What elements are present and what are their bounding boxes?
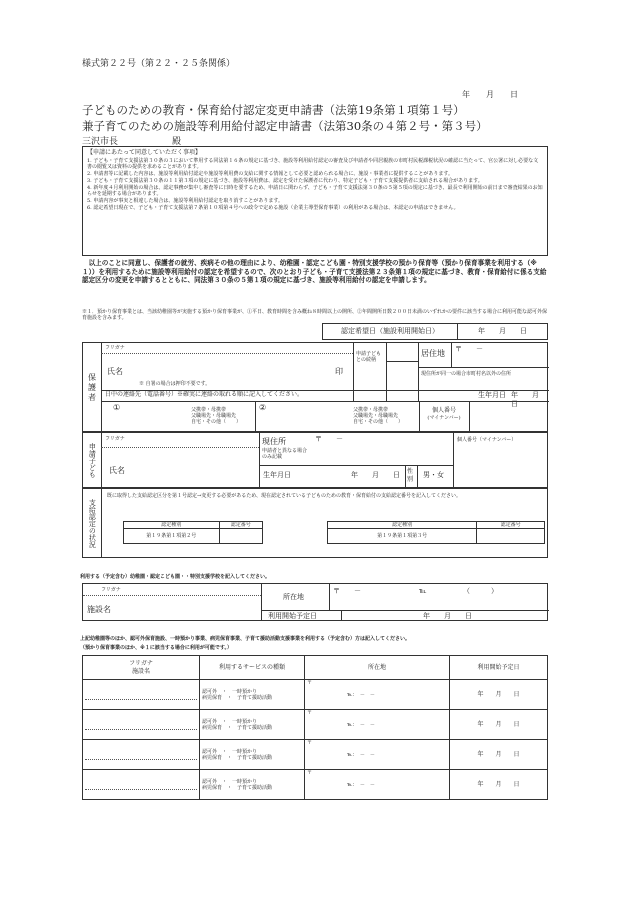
divider (386, 343, 387, 401)
gray-band (101, 507, 549, 519)
divider (453, 433, 454, 488)
postal-mark: 〒 (307, 740, 313, 746)
date-line: 年 月 日 (462, 90, 518, 99)
postal-mark: 〒 (307, 770, 313, 776)
divider (329, 584, 330, 610)
seal-note: ※ 自署の場合は押印不要です。 (139, 381, 211, 387)
divider (259, 465, 453, 466)
divider (418, 367, 549, 368)
notice-item: 6. 認定希望日現在で、子ども・子育て支援法第７条第１０項第４号への政令で定める施設（企業主導型保育事業）の利用がある場合は、本認定の申請はできません。 (87, 204, 459, 211)
child-current-address-label: 現住所 (262, 437, 286, 446)
guardian-name-field[interactable] (143, 357, 323, 377)
divider (417, 465, 418, 488)
table-row (83, 740, 548, 770)
cert-date-field[interactable]: 年 月 日 (458, 324, 548, 340)
col-facility-name: フリガナ 施設名 (83, 656, 200, 680)
facility-furigana-label: フリガナ (101, 587, 121, 593)
title-line-1: 子どものための教育・保育給付認定変更申請書（法第19条第１項第１号） (82, 103, 465, 117)
seal-mark: 印 (335, 367, 343, 376)
cert-status-label: 支給認定の状況 (83, 489, 102, 558)
contact-1-label: ① (113, 403, 121, 412)
child-name-label: 氏名 (109, 466, 125, 475)
service-address-field[interactable] (305, 740, 450, 770)
divider (101, 401, 549, 402)
col-cert-number: 認定番号 (219, 522, 262, 529)
service-address-field[interactable] (305, 680, 450, 710)
cert-table-1 (123, 521, 263, 544)
col-cert-number: 認定番号 (477, 522, 545, 529)
notice-item: 2. 申請書等に記載した内容は、施設等利用給付認定や施設等利用費の支給に関する情報として必要と認められる場合に、施設・事業者に提供することがあります。 (87, 170, 453, 177)
furigana-divider (83, 595, 261, 596)
mynumber-title: 個人番号 (431, 407, 456, 414)
col-cert-type: 認定種別 (124, 522, 220, 529)
col-service-type: 利用するサービスの種類 (200, 656, 305, 680)
service-start-field[interactable]: 年 月 日 (450, 710, 548, 740)
relation-label: 申請子どもとの続柄 (356, 351, 382, 363)
services-table (82, 655, 548, 800)
mynumber-sub: (マイナンバー) (427, 414, 461, 421)
tel-mark: ℡： － － (347, 752, 375, 758)
service-type-field[interactable]: 認可外 ・ 一時預かり 病児保育 ・ 子育て援助活動 (200, 710, 305, 740)
tel-mark: ℡： － － (347, 782, 375, 788)
child-birthdate-field[interactable]: 年 月 日 (351, 471, 400, 479)
consent-notice-box (82, 146, 548, 256)
service-start-field[interactable]: 年 月 日 (450, 740, 548, 770)
facility-start-field[interactable]: 年 月 日 (423, 612, 472, 620)
service-start-field[interactable]: 年 月 日 (450, 770, 548, 800)
col-address: 所在地 (305, 656, 450, 680)
facility-tel-label: ℡ (419, 587, 427, 595)
divider (418, 343, 419, 401)
addressee: 三沢市長 殿 (82, 137, 182, 147)
notice-item: 1. 子ども・子育て支援法第３０条の３において準用する同法第１６条の規定に基づき、施設等利用給付認定の審査及び申請者や同居親族の市町村民税課税状況の確認に当たって、官公署に対し必要な文書の閲覧又は資料の提供を求めることがあります。 (87, 157, 539, 170)
service-facility-field[interactable] (83, 740, 200, 770)
divider (419, 401, 420, 432)
table-row (83, 770, 548, 800)
cert-number-field[interactable] (477, 529, 545, 544)
consent-statement: 以上のことに同意し、保護者の就労、疾病その他の理由により、幼稚園・認定こども園・特別支援学校の預かり保育等（預かり保育事業を利用する（※１））を利用するために施設等利用給付の認定を希望するので、次のとおり子ども・子育て支援法第２３条第１項の規定に基づき、教育・保育給付に係る支給認定区分の変更を申請するとともに、同法第３０条の５第１項の規定に基づき、施設等利用給付の認定を申請します。 (82, 259, 547, 285)
service-type-field[interactable]: 認可外 ・ 一時預かり 病児保育 ・ 子育て援助活動 (200, 680, 305, 710)
service-type-field[interactable]: 認可外 ・ 一時預かり 病児保育 ・ 子育て援助活動 (200, 770, 305, 800)
guardian-section-label: 保護者 (83, 343, 102, 432)
cert-type-cell: 第１９条第１項第２号 (124, 529, 220, 544)
form-number: 様式第２２号（第２２・２５条関係） (82, 59, 236, 69)
mynumber-label (421, 407, 467, 421)
furigana-divider (101, 447, 259, 448)
guardian-birthdate-field[interactable]: 年 月 日 (511, 391, 553, 408)
child-postal[interactable]: 〒 － (315, 435, 343, 443)
services-heading: 上記幼稚園等のほか、認可外保育施設、一時預かり事業、病児保育事業、子育て援助活動支援事業を利用する（予定含む）方は記入してください。 (80, 636, 411, 642)
sex-label: 性別 (407, 468, 414, 483)
address-postal[interactable]: 〒 － (455, 345, 483, 353)
facility-table (82, 583, 548, 621)
divider (261, 610, 549, 611)
facility-heading: 利用する（予定含む）幼稚園・認定こども園・・特別支援学校を記入してください。 (80, 574, 271, 580)
child-section-label: 申請子ども (83, 433, 102, 488)
contact-1-type[interactable]: 父携帯・母携帯 父職場先・母職場先 自宅・その他（ ） (191, 407, 242, 425)
guardian-section (82, 342, 553, 432)
divider (255, 401, 256, 432)
footnote-1: ※１．預かり保育事業とは、当該幼稚園等が実施する預かり保育事業が、①平日、教育時間を含み概ね８時間以上の開所、②年間開所日数２００日未満のいずれかの要件に該当する場合に利用可能な認可外保育施設を含みます。 (82, 309, 548, 321)
contact-label: 日中の連絡先（電話番号）※確実に連絡の取れる順に記入してください。 (105, 391, 304, 398)
sex-field[interactable]: 男・女 (423, 471, 444, 479)
col-start-date: 利用開始予定日 (450, 656, 548, 680)
notice-items (87, 158, 543, 211)
child-furigana-label: フリガナ (105, 436, 125, 442)
facility-name-label: 施設名 (87, 605, 111, 614)
facility-start-label: 利用開始予定日 (268, 612, 317, 620)
cert-number-field[interactable] (219, 529, 262, 544)
service-facility-field[interactable] (83, 710, 200, 740)
divider (259, 433, 260, 488)
service-address-field[interactable] (305, 710, 450, 740)
notice-header: 【申請にあたって同意していただく事項】 (87, 149, 202, 156)
title-line-2: 兼子育てのための施設等利用給付認定申請書（法第30条の４第２号・第３号） (82, 119, 488, 133)
contact-2-label: ② (259, 403, 267, 412)
service-start-field[interactable]: 年 月 日 (450, 680, 548, 710)
facility-tel-field[interactable]: （ ） (463, 587, 498, 595)
guardian-birthdate-label: 生年月日 (478, 391, 506, 399)
cert-type-cell: 第１９条第１項第３号 (328, 529, 477, 544)
notice-item: 3. 子ども・子育て支援法第３０条の１１第３項の規定に基づき、施設等利用費は、認定を受けた保護者に代わり、特定子ども・子育て支援提供者に支給される場合があります。 (87, 177, 483, 184)
postal-mark: 〒 (307, 680, 313, 686)
child-birthdate-label: 生年月日 (263, 471, 291, 479)
cert-date-table (322, 323, 548, 340)
guardian-name-label: 氏名 (107, 367, 123, 376)
notice-item: 4. 新年度４月利用開始の場合は、認定事務が集中し審査等に日時を要するため、申請日に関わらず、子ども・子育て支援法第３０条の５第５項の規定に基づき、最長で利用開始の前日まで審査結果のお知らせを延期する場合があります。 (87, 184, 543, 197)
guardian-furigana-label: フリガナ (105, 345, 125, 351)
divider (386, 361, 418, 362)
cert-table-2 (327, 521, 545, 544)
child-mynumber-label: 個人番号（マイナンバー） (457, 437, 517, 443)
divider (353, 343, 354, 401)
table-row (83, 680, 548, 710)
postal-mark: 〒 (307, 710, 313, 716)
child-address-note: 申請者と異なる場合のみ記載 (262, 448, 308, 460)
tel-mark: ℡： － － (347, 722, 375, 728)
divider (341, 610, 342, 621)
divider (261, 584, 262, 621)
child-section (82, 432, 548, 488)
table-row (83, 710, 548, 740)
service-facility-field[interactable] (83, 680, 200, 710)
facility-location-label: 所在地 (283, 593, 304, 601)
tel-mark: ℡： － － (347, 692, 375, 698)
furigana-divider (101, 353, 353, 354)
address-label: 居住地 (421, 349, 445, 358)
cert-date-label: 認定希望日（施設利用開始日） (323, 324, 458, 340)
notice-item: 5. 申請内容が事実と相違した場合は、施設等利用給付認定を取り消すことがあります。 (87, 197, 283, 204)
other-address-label: 現住所が同一の場合市町村名以外の住所 (421, 371, 512, 377)
divider (405, 465, 406, 488)
contact-2-type[interactable]: 父携帯・母携帯 父職場先・母職場先 自宅・その他（ ） (353, 407, 404, 425)
divider (451, 343, 452, 367)
service-facility-field[interactable] (83, 770, 200, 800)
col-cert-type: 認定種別 (328, 522, 477, 529)
cert-status-section (82, 488, 548, 558)
cert-status-note: 既に取得した支給認定区分を第１号認定→変更する必要があるため、現在認定されている子どものための教育・保育給付の支給認定番号を記入してください。 (107, 493, 461, 499)
service-type-field[interactable]: 認可外 ・ 一時預かり 病児保育 ・ 子育て援助活動 (200, 740, 305, 770)
services-subheading: （預かり保育事業のほか、※１に該当する場合に利用が可能です。） (80, 645, 232, 651)
facility-postal[interactable]: 〒 － (333, 587, 361, 595)
divider (469, 401, 470, 432)
service-address-field[interactable] (305, 770, 450, 800)
